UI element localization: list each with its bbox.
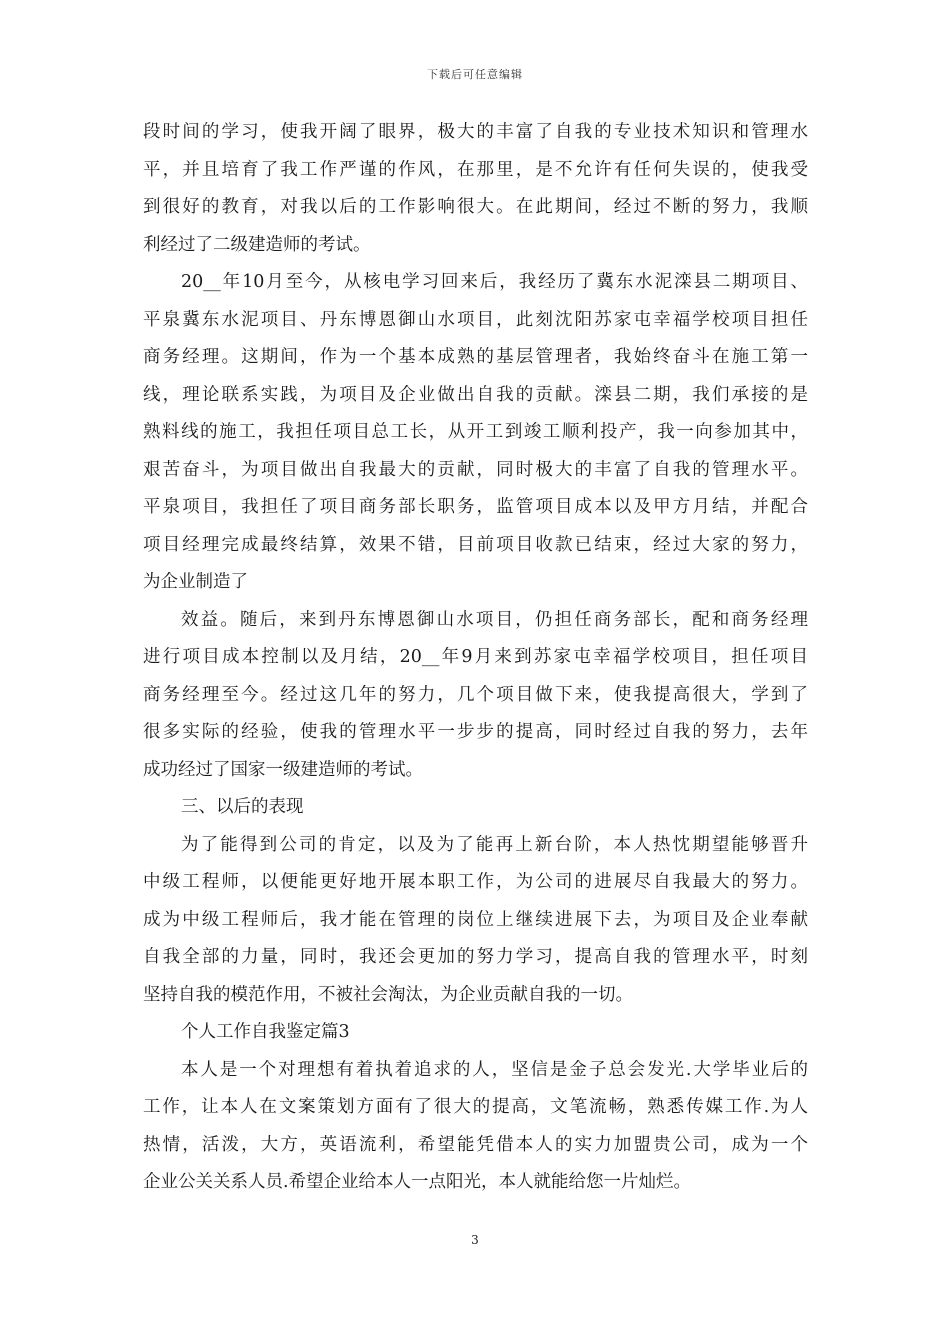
text-line: 成为中级工程师后，我才能在管理的岗位上继续进展下去，为项目及企业奉献 — [143, 909, 808, 930]
text-line: 个人工作自我鉴定篇3 — [181, 1022, 350, 1042]
text-line: 线，理论联系实践，为项目及企业做出自我的贡献。滦县二期，我们承接的是 — [143, 384, 808, 405]
text-line: 成功经过了国家一级建造师的考试。 — [143, 759, 423, 780]
text-line: 工作，让本人在文案策划方面有了很大的提高，文笔流畅，熟悉传媒工作.为人 — [143, 1097, 808, 1117]
text-line: 熟料线的施工，我担任项目总工长，从开工到竣工顺利投产，我一向参加其中， — [143, 422, 808, 442]
text-line: 平泉项目，我担任了项目商务部长职务，监管项目成本以及甲方月结，并配合 — [143, 497, 808, 517]
text-line: 艰苦奋斗，为项目做出自我最大的贡献，同时极大的丰富了自我的管理水平。 — [143, 459, 808, 480]
text-line: 自我全部的力量，同时，我还会更加的努力学习，提高自我的管理水平，时刻 — [143, 947, 808, 967]
text-line: 热情，活泼，大方，英语流利，希望能凭借本人的实力加盟贵公司，成为一个 — [143, 1134, 808, 1155]
text-line: 三、以后的表现 — [181, 797, 304, 817]
text-line: 进行项目成本控制以及月结，20__年9月来到苏家屯幸福学校项目，担任项目 — [143, 647, 808, 667]
text-line: 平泉冀东水泥项目、丹东博恩御山水项目，此刻沈阳苏家屯幸福学校项目担任 — [143, 309, 808, 330]
text-line: 坚持自我的模范作用，不被社会淘汰，为企业贡献自我的一切。 — [143, 984, 633, 1005]
page-number: 3 — [471, 1233, 479, 1247]
text-line: 到很好的教育，对我以后的工作影响很大。在此期间，经过不断的努力，我顺 — [143, 197, 808, 217]
text-line: 很多实际的经验，使我的管理水平一步步的提高，同时经过自我的努力，去年 — [143, 722, 808, 742]
text-line: 商务经理至今。经过这几年的努力，几个项目做下来，使我提高很大，学到了 — [143, 684, 808, 705]
text-line: 企业公关关系人员.希望企业给本人一点阳光，本人就能给您一片灿烂。 — [143, 1172, 692, 1192]
text-line: 中级工程师，以便能更好地开展本职工作，为公司的进展尽自我最大的努力。 — [143, 872, 808, 892]
page-header: 下载后可任意编辑 — [427, 68, 523, 81]
document-body — [143, 114, 808, 1202]
text-line: 项目经理完成最终结算，效果不错，目前项目收款已结束，经过大家的努力， — [143, 534, 808, 555]
text-line: 20__年10月至今，从核电学习回来后，我经历了冀东水泥滦县二期项目、 — [181, 272, 808, 292]
text-line: 平，并且培育了我工作严谨的作风，在那里，是不允许有任何失误的，使我受 — [143, 159, 808, 180]
text-line: 利经过了二级建造师的考试。 — [143, 234, 371, 255]
text-line: 段时间的学习，使我开阔了眼界，极大的丰富了自我的专业技术知识和管理水 — [143, 122, 808, 142]
text-line: 本人是一个对理想有着执着追求的人，坚信是金子总会发光.大学毕业后的 — [181, 1059, 808, 1080]
text-line: 商务经理。这期间，作为一个基本成熟的基层管理者，我始终奋斗在施工第一 — [143, 347, 808, 367]
text-line: 为了能得到公司的肯定，以及为了能再上新台阶，本人热忱期望能够晋升 — [181, 834, 808, 855]
text-line: 为企业制造了 — [143, 572, 248, 592]
text-line: 效益。随后，来到丹东博恩御山水项目，仍担任商务部长，配和商务经理 — [181, 609, 808, 630]
